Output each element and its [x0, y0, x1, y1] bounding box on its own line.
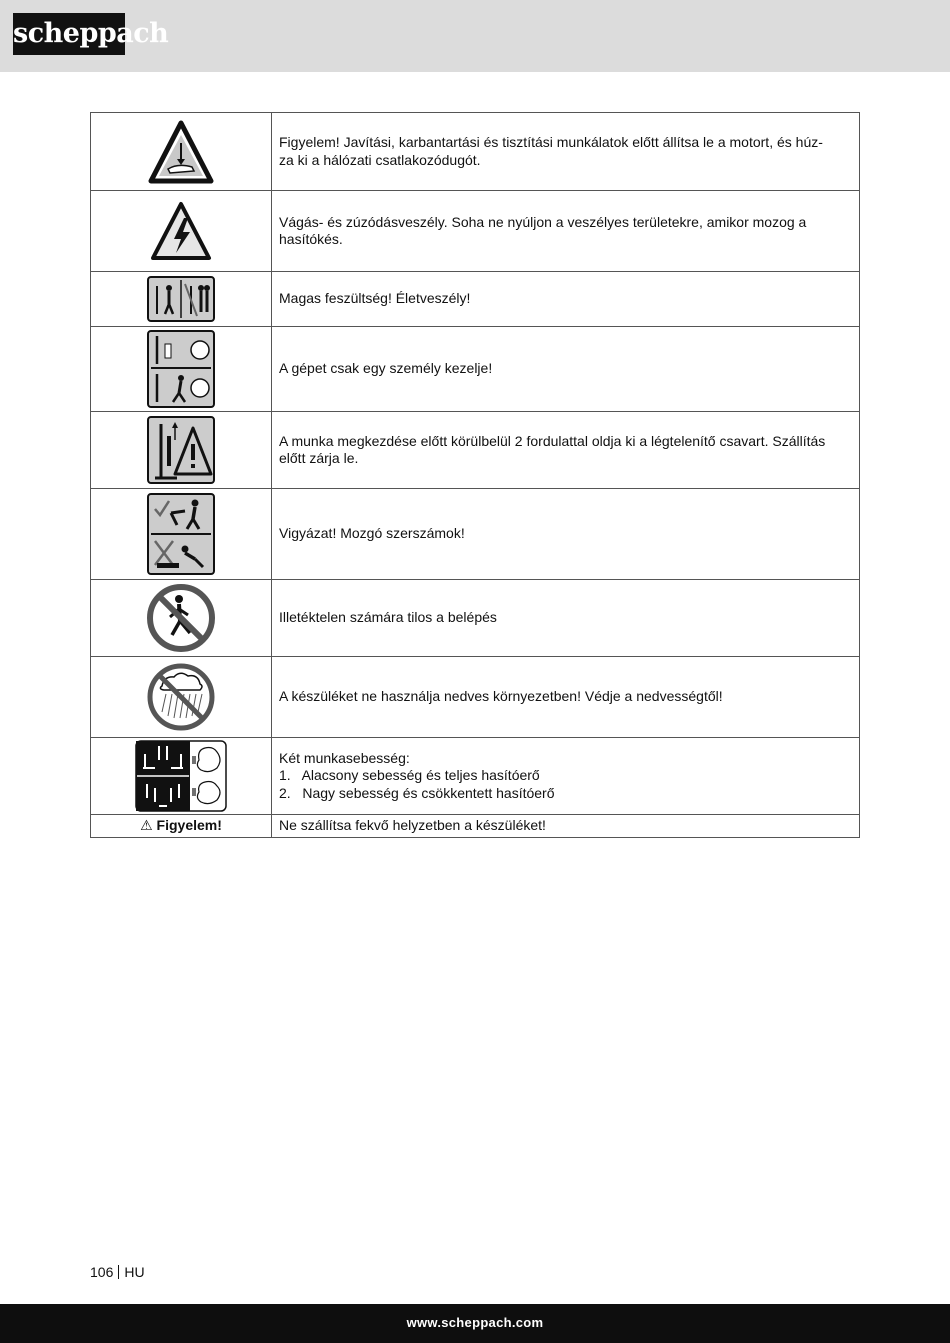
table-row [91, 815, 860, 838]
website-link[interactable]: www.scheppach.com [406, 1315, 544, 1330]
description-line: hasítókés. [279, 231, 343, 247]
description-line: A készüléket ne használja nedves környezetben! Védje a nedvességtől! [279, 688, 723, 705]
symbol-description [272, 191, 860, 272]
vent-screw-icon [147, 416, 215, 484]
symbol-description [272, 412, 860, 489]
symbol-cell [91, 327, 272, 412]
symbol-description [272, 580, 860, 657]
description-line: Magas feszültség! Életveszély! [279, 290, 471, 307]
moving-tools-icon [147, 493, 215, 575]
symbol-cell [91, 489, 272, 580]
description-line: Figyelem! Javítási, karbantartási és tisztítási munkálatok előtt állítsa le a motort, és húz- [279, 134, 823, 150]
table-row [91, 738, 860, 815]
two-speeds-icon [135, 740, 227, 812]
table-row [91, 580, 860, 657]
symbol-description [272, 738, 860, 815]
symbol-cell [91, 738, 272, 815]
warning-label: ⚠ Figyelem! [91, 815, 272, 838]
symbol-cell [91, 412, 272, 489]
symbol-cell [91, 580, 272, 657]
separator [118, 1265, 119, 1279]
description-line: Vágás- és zúzódásveszély. Soha ne nyúljon a veszélyes területekre, amikor mozog a [279, 213, 807, 230]
description-line: A munka megkezdése előtt körülbelül 2 fordulattal oldja ki a légtelenítő csavart. Szállítás [279, 432, 826, 449]
symbol-description: Ne szállítsa fekvő helyzetben a készüléket! [272, 815, 860, 838]
page-number-block [90, 1264, 145, 1280]
symbol-cell [91, 272, 272, 327]
safety-symbols-table [90, 112, 860, 838]
table-row [91, 272, 860, 327]
one-person-operation-icon [147, 276, 215, 322]
page-header [0, 0, 950, 72]
no-entry-icon [146, 583, 216, 653]
table-row [91, 327, 860, 412]
page-number: 106 [90, 1264, 114, 1280]
symbol-description [272, 272, 860, 327]
symbol-cell [91, 657, 272, 738]
description-line: A gépet csak egy személy kezelje! [279, 360, 493, 377]
page-footer [0, 1304, 950, 1343]
operator-position-icon [147, 330, 215, 408]
warning-unplug-icon [148, 119, 214, 185]
symbol-description [272, 657, 860, 738]
table-row [91, 489, 860, 580]
description-line: 2. Nagy sebesség és csökkentett hasítóerő [279, 784, 555, 801]
language-code: HU [124, 1264, 145, 1280]
description-line: za ki a hálózati csatlakozódugót. [279, 151, 481, 168]
description-line: Két munkasebesség: [279, 749, 410, 766]
description-line: Illetéktelen számára tilos a belépés [279, 609, 497, 626]
table-row [91, 412, 860, 489]
symbol-cell [91, 113, 272, 191]
no-rain-icon [146, 662, 216, 732]
description-line: 1. Alacsony sebesség és teljes hasítóerő [279, 767, 540, 784]
symbol-cell [91, 191, 272, 272]
table-row [91, 113, 860, 191]
table-row [91, 191, 860, 272]
symbol-description [272, 327, 860, 412]
scheppach-logo: scheppach [13, 13, 125, 55]
description-line: Vigyázat! Mozgó szerszámok! [279, 525, 465, 542]
symbol-description [272, 489, 860, 580]
table-row [91, 657, 860, 738]
symbol-description [272, 113, 860, 191]
description-line: előtt zárja le. [279, 450, 359, 466]
high-voltage-icon [150, 201, 212, 261]
